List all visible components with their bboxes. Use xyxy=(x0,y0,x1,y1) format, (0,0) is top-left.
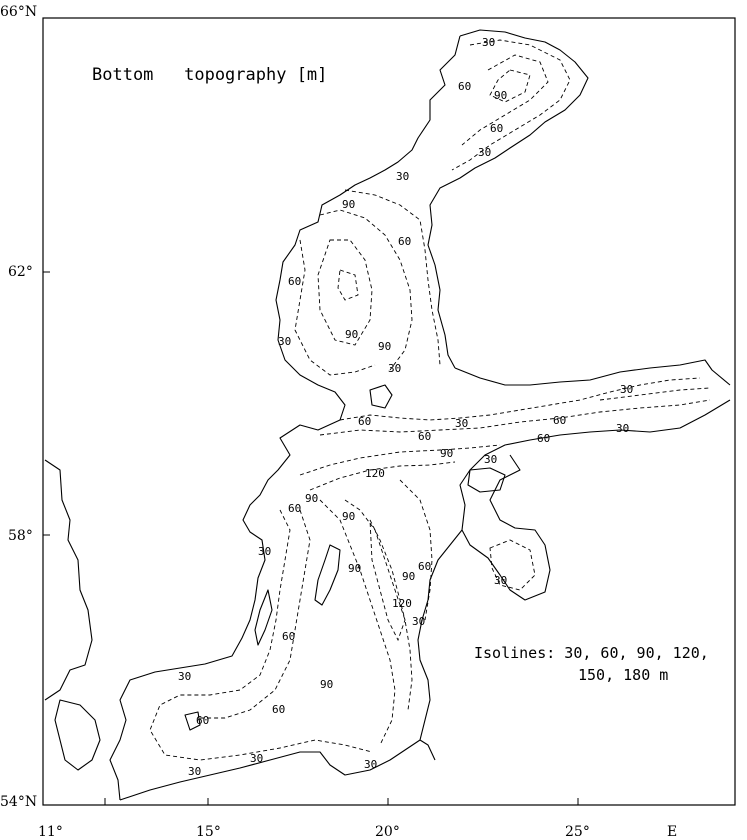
coastline-zealand xyxy=(55,700,100,770)
isoline-label: 90 xyxy=(378,340,392,353)
isoline-label: 60 xyxy=(288,275,302,288)
isoline-label: 90 xyxy=(494,89,508,102)
isoline-label: 120 xyxy=(392,597,412,610)
coastline-aland xyxy=(370,385,392,408)
isoline-label: 30 xyxy=(388,362,402,375)
isoline-label: 90 xyxy=(402,570,416,583)
coastline-sweden xyxy=(110,36,460,800)
isoline-label: 60 xyxy=(196,714,210,727)
coastline-estonia xyxy=(460,400,730,600)
isoline-label: 30 xyxy=(258,545,272,558)
isoline-label: 60 xyxy=(458,80,472,93)
lon-label-20: 20° xyxy=(375,824,400,840)
coastline-denmark xyxy=(45,460,92,700)
isoline-label: 30 xyxy=(278,335,292,348)
coastline-south xyxy=(120,740,435,800)
lat-ticks xyxy=(43,272,578,805)
lon-label-15: 15° xyxy=(196,824,221,840)
isoline-label: 60 xyxy=(288,502,302,515)
map-frame xyxy=(43,18,735,805)
isoline-label: 30 xyxy=(396,170,410,183)
legend-line-1: Isolines: 30, 60, 90, 120, xyxy=(474,644,709,662)
isoline-label: 60 xyxy=(418,430,432,443)
coastline-gulf-finland-north xyxy=(455,360,730,385)
legend-line-2: 150, 180 m xyxy=(578,666,669,684)
isoline-label: 120 xyxy=(365,467,385,480)
coastline-gotland xyxy=(315,545,340,605)
isoline-label: 60 xyxy=(553,414,567,427)
isoline-label: 90 xyxy=(342,510,356,523)
isoline-label: 30 xyxy=(188,765,202,778)
lon-label-11: 11° xyxy=(38,824,63,840)
isoline-label: 60 xyxy=(537,432,551,445)
isoline-label: 90 xyxy=(348,562,362,575)
lon-label-25: 25° xyxy=(565,824,590,840)
isoline-label: 30 xyxy=(364,758,378,771)
lon-label-e: E xyxy=(667,824,678,840)
lat-label-54n: 54°N xyxy=(0,794,38,810)
isoline-label: 60 xyxy=(358,415,372,428)
isoline-label: 30 xyxy=(412,615,426,628)
lat-label-58: 58° xyxy=(8,528,33,544)
isoline-label: 90 xyxy=(320,678,334,691)
lat-label-66n: 66°N xyxy=(0,4,38,20)
coastlines xyxy=(45,30,730,800)
isoline-label: 60 xyxy=(490,122,504,135)
isoline-label: 60 xyxy=(282,630,296,643)
isoline-label: 90 xyxy=(305,492,319,505)
isoline-label: 30 xyxy=(616,422,630,435)
isoline-label: 30 xyxy=(620,383,634,396)
coastline-finland-west xyxy=(428,30,588,368)
coastline-oland xyxy=(255,590,272,645)
isoline-label: 90 xyxy=(345,328,359,341)
isoline-label: 30 xyxy=(478,146,492,159)
isoline-label: 30 xyxy=(484,453,498,466)
isoline-label: 60 xyxy=(272,703,286,716)
isoline-label: 60 xyxy=(398,235,412,248)
map-title: Bottom topography [m] xyxy=(92,65,328,85)
isoline-label: 90 xyxy=(342,198,356,211)
isoline-label: 30 xyxy=(455,417,469,430)
isoline-labels xyxy=(178,36,633,778)
isoline-label: 60 xyxy=(418,560,432,573)
isoline-label: 30 xyxy=(482,36,496,49)
isoline-label: 30 xyxy=(494,574,508,587)
isoline-label: 90 xyxy=(440,447,454,460)
isoline-label: 30 xyxy=(250,752,264,765)
lat-label-62: 62° xyxy=(8,264,33,280)
isoline-label: 30 xyxy=(178,670,192,683)
